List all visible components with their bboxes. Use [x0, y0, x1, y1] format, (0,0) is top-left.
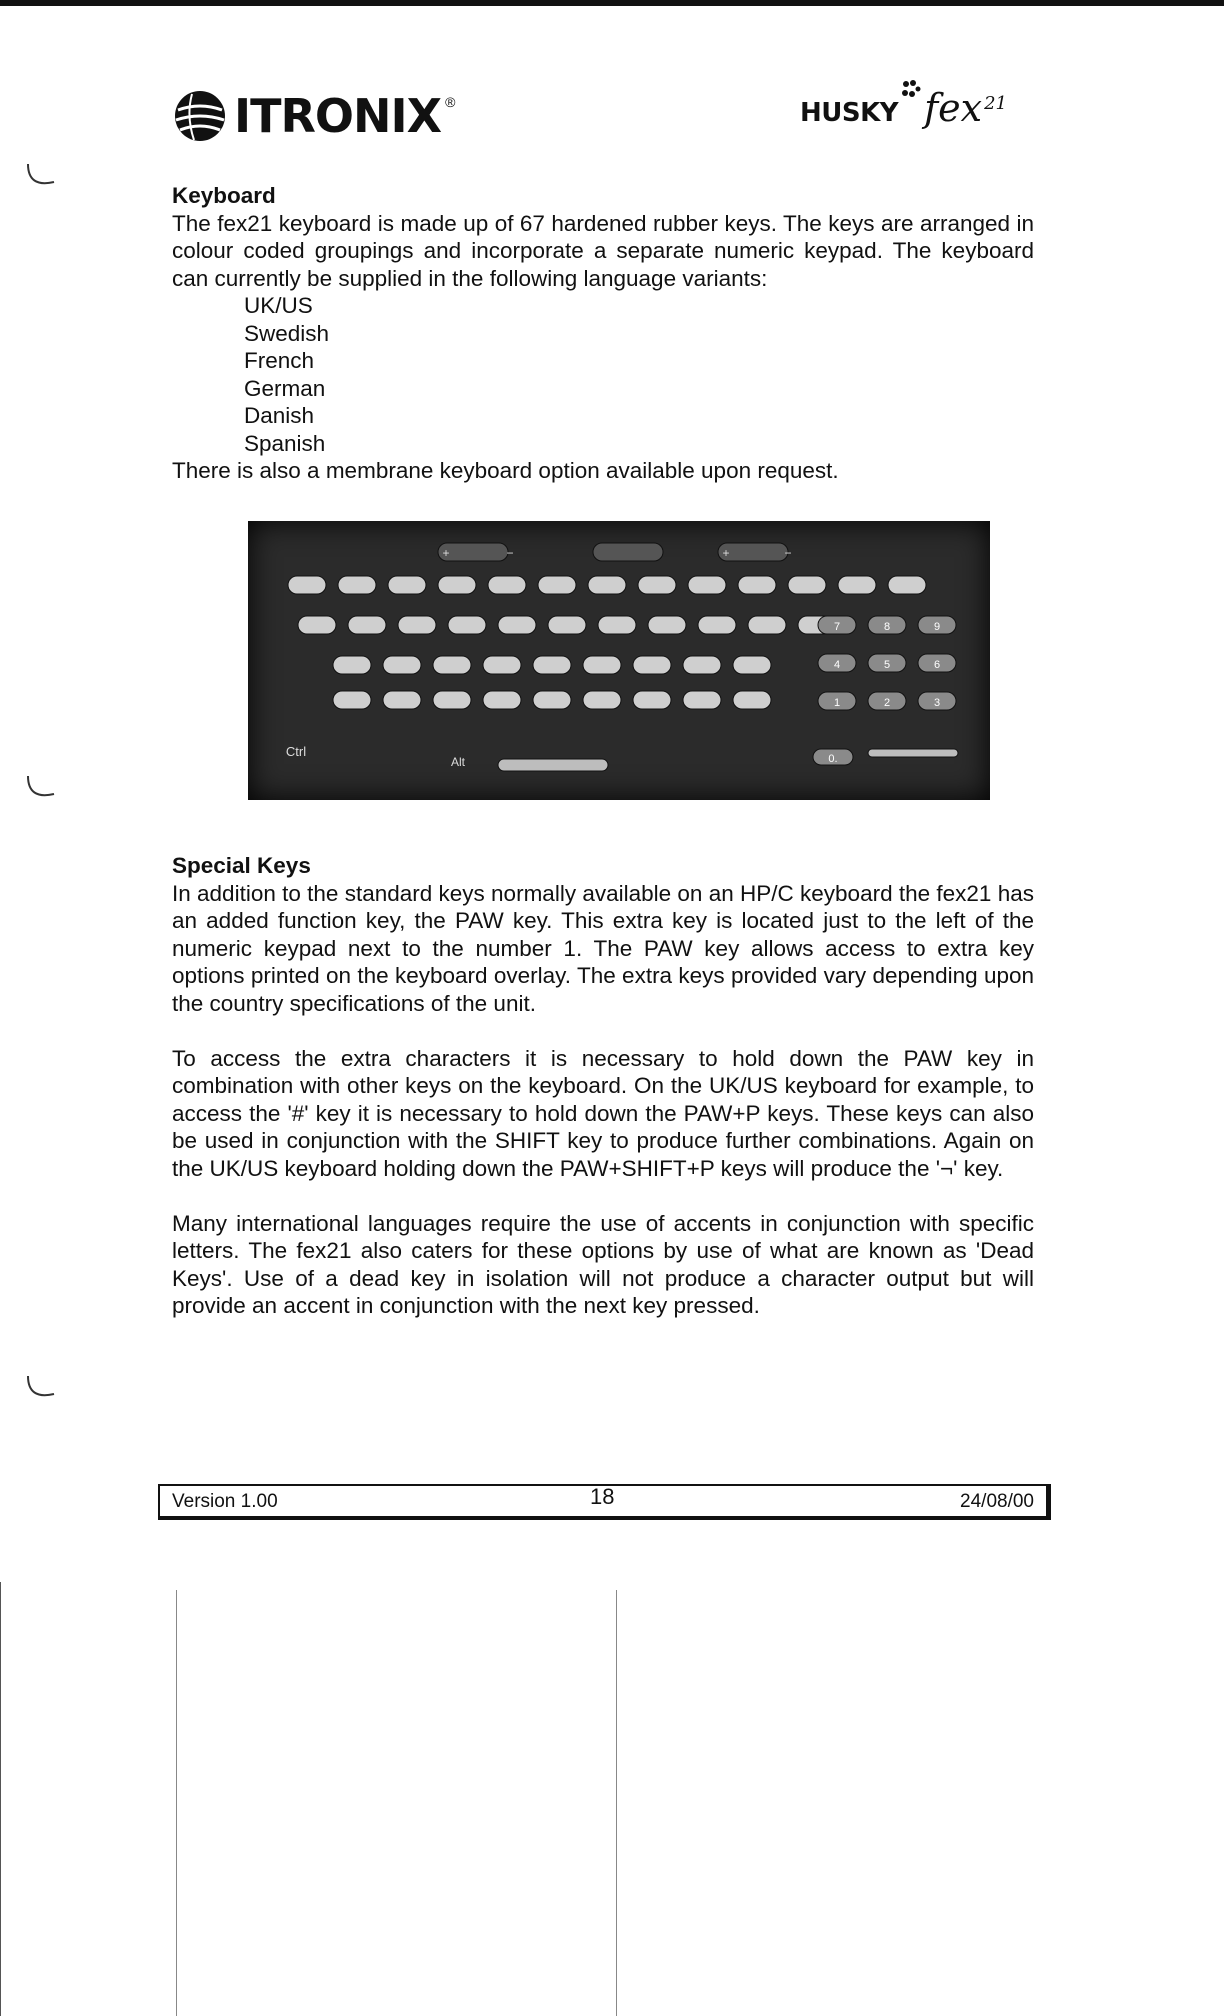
keyboard-key [648, 616, 686, 634]
language-item: UK/US [244, 293, 313, 318]
keyboard-key [483, 691, 521, 709]
keyboard-key [683, 691, 721, 709]
keypad-key-label: 9 [933, 621, 941, 633]
keyboard-key-label: − [784, 546, 792, 560]
language-item: Swedish [244, 320, 330, 346]
keyboard-key [288, 576, 326, 594]
husky-wordmark: HUSKY [800, 98, 899, 128]
fex-model-name: fex [924, 86, 983, 130]
keyboard-intro: The fex21 keyboard is made up of 67 hardened rubber keys. The keys are arranged in colour coded groupings and incorporate a separate numeric keypad. The keyboard can currently be supplied in the following language variants: [172, 210, 1034, 291]
keyboard-key [533, 656, 571, 674]
keyboard-key [538, 576, 576, 594]
husky-fex21-logo [800, 86, 1007, 130]
itronix-globe-icon [172, 88, 228, 144]
keyboard-key [333, 656, 371, 674]
keyboard-key-label: + [722, 546, 730, 560]
keyboard-key [438, 576, 476, 594]
keyboard-key [838, 576, 876, 594]
keyboard-key [733, 691, 771, 709]
language-item: Spanish [244, 430, 326, 456]
footer-version: Version 1.00 [172, 1491, 278, 1512]
keyboard-heading: Keyboard [172, 183, 276, 208]
special-keys-paragraph: To access the extra characters it is necessary to hold down the PAW key in combination with other keys on the keyboard. On the UK/US keyboard for example, to access the '#' key it is necessary to hold down the PAW+P keys. These keys can also be used in conjunction with the SHIFT key to produce further combinations. Again on the UK/US keyboard holding down the PAW+SHIFT+P keys will produce the '¬' key. [172, 1045, 1034, 1181]
keyboard-key [748, 616, 786, 634]
keyboard-key [698, 616, 736, 634]
keyboard-key [738, 576, 776, 594]
keyboard-key [688, 576, 726, 594]
registered-mark: ® [445, 94, 456, 110]
keyboard-key [638, 576, 676, 594]
page-footer [158, 1484, 1051, 1520]
footer-page-number: 18 [590, 1484, 615, 1509]
language-item: French [244, 348, 315, 373]
keyboard-key [338, 576, 376, 594]
keyboard-key [533, 691, 571, 709]
paw-prints-icon [900, 79, 922, 101]
scan-edge-line [0, 1582, 1, 2016]
keyboard-photo [248, 521, 990, 800]
itronix-logo [172, 88, 455, 144]
keyboard-key [383, 691, 421, 709]
keypad-key-label: 8 [883, 621, 891, 633]
binder-hole-mark [24, 160, 58, 194]
keyboard-key [598, 616, 636, 634]
space-bar [498, 759, 608, 771]
scan-fold-line [176, 1590, 177, 2016]
scan-fold-line [616, 1590, 617, 2016]
keyboard-key [498, 616, 536, 634]
keypad-key-label: 5 [883, 659, 891, 671]
keyboard-key [593, 543, 663, 561]
keyboard-key [583, 691, 621, 709]
special-keys-section [172, 852, 1034, 1320]
footer-date: 24/08/00 [960, 1491, 1034, 1512]
keyboard-key [433, 691, 471, 709]
keypad-key-label: 4 [833, 659, 841, 671]
special-keys-paragraph: Many international languages require the use of accents in conjunction with specific letters. The fex21 also caters for these options by use of what are known as 'Dead Keys'. Use of a dead key in isolation will not produce a character output but will provide an accent in conjunction with the next key pressed. [172, 1210, 1034, 1318]
keyboard-key-label: − [506, 546, 514, 560]
fex-model-number: 21 [984, 93, 1007, 114]
binder-hole-mark [24, 1372, 58, 1406]
special-keys-paragraph: In addition to the standard keys normally available on an HP/C keyboard the fex21 has an added function key, the PAW key. This extra key is located just to the left of the numeric keypad next to the number 1. The PAW key allows access to extra key options printed on the keyboard overlay. The extra keys provided vary depending upon the country specifications of the unit. [172, 880, 1034, 1016]
keypad-key-label: 3 [933, 697, 941, 709]
language-list [244, 292, 1034, 457]
special-keys-heading: Special Keys [172, 853, 311, 878]
keyboard-key [633, 691, 671, 709]
keyboard-section [172, 182, 1034, 485]
keyboard-key [588, 576, 626, 594]
language-item: Danish [244, 403, 315, 428]
keypad-key-label: 7 [833, 621, 841, 633]
keyboard-key-label: + [442, 546, 450, 560]
keyboard-key [788, 576, 826, 594]
keyboard-illustration [248, 521, 990, 800]
keyboard-key [548, 616, 586, 634]
keypad-key-label: 6 [933, 659, 941, 671]
keyboard-key [448, 616, 486, 634]
keyboard-key [348, 616, 386, 634]
itronix-wordmark: ITRONIX [234, 89, 442, 143]
keypad-key-label: 0. [828, 753, 838, 765]
keyboard-key [483, 656, 521, 674]
binder-hole-mark [24, 772, 58, 806]
keyboard-key [488, 576, 526, 594]
top-border-rule [0, 0, 1224, 6]
keyboard-key [398, 616, 436, 634]
membrane-note: There is also a membrane keyboard option available upon request. [172, 458, 839, 483]
enter-key [868, 749, 958, 757]
keyboard-key [333, 691, 371, 709]
scan-artifact [445, 1548, 505, 1584]
keyboard-key [888, 576, 926, 594]
alt-key-label: Alt [450, 755, 466, 769]
keyboard-key [433, 656, 471, 674]
keyboard-key [298, 616, 336, 634]
keyboard-key [733, 656, 771, 674]
keyboard-key [633, 656, 671, 674]
keyboard-key [583, 656, 621, 674]
keyboard-key [383, 656, 421, 674]
language-item: German [244, 375, 326, 401]
keypad-key-label: 2 [883, 697, 891, 709]
ctrl-key-label: Ctrl [285, 744, 307, 759]
keyboard-key [388, 576, 426, 594]
keyboard-key [683, 656, 721, 674]
keypad-key-label: 1 [833, 697, 841, 709]
